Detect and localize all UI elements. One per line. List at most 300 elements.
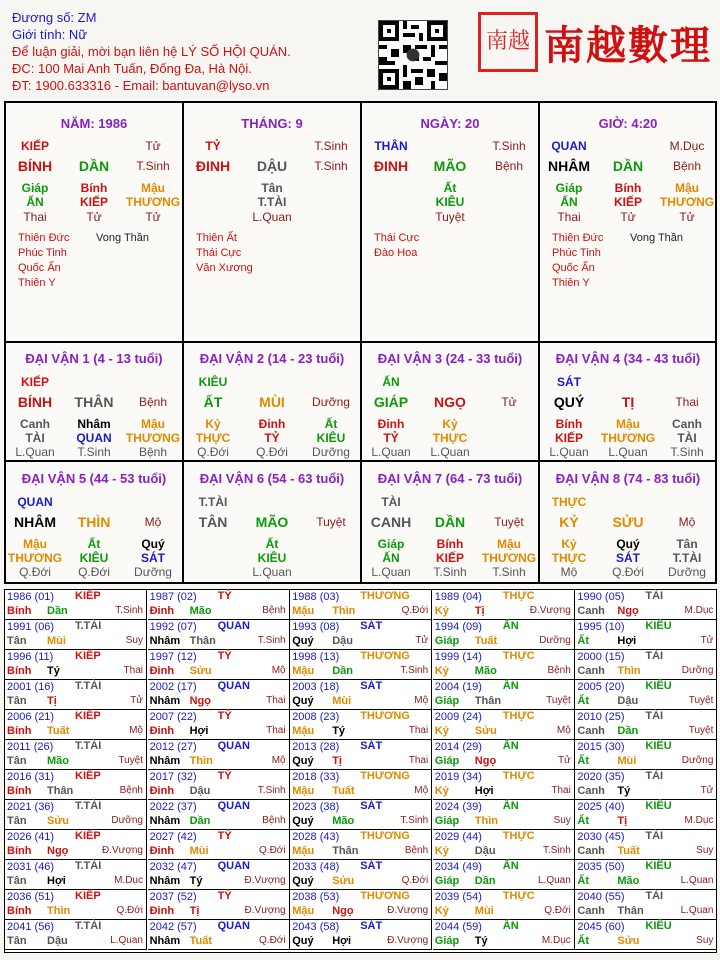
year-stem: Quý: [292, 935, 314, 947]
year-branch: Thìn: [474, 815, 499, 827]
year-cell: [5, 710, 147, 740]
year-cell: [290, 590, 432, 620]
year-god: KIẾP: [75, 590, 101, 602]
year-branch: Hợi: [189, 725, 209, 737]
hidden-god: [362, 195, 538, 209]
dv-branch: SỬU: [612, 514, 644, 530]
year-label: 2038 (53): [292, 891, 340, 903]
year-branch: Mão: [332, 815, 355, 827]
year-god: KIÊU: [645, 860, 672, 872]
pillar: [540, 113, 716, 339]
year-god: KIẾP: [75, 710, 101, 722]
year-cell: [433, 890, 575, 920]
year-stem: Ất: [577, 815, 589, 827]
dv-hidden-god-cell: KIÊU: [79, 551, 109, 565]
year-branch: Tý: [617, 785, 631, 797]
dv-hidden-life-cell: L.Quan: [371, 445, 411, 459]
day-stem: ĐINH: [195, 158, 231, 174]
stem-life-stage: T.Sinh: [314, 139, 348, 153]
year-god: T.TÀI: [75, 920, 102, 932]
year-stem: Ất: [577, 635, 589, 647]
star-item: Quốc Ấn: [552, 262, 595, 274]
dv-hidden-life-cell: Q.Đới: [612, 565, 644, 579]
year-branch: Mùi: [617, 755, 637, 767]
hidden-life: [362, 210, 538, 224]
dv-stem: QUÝ: [553, 394, 585, 410]
year-cell: [290, 800, 432, 830]
year-branch: Thân: [189, 635, 216, 647]
year-life: Tử: [130, 695, 143, 706]
year-label: 2008 (23): [292, 711, 340, 723]
year-life: T.Sinh: [257, 635, 286, 646]
dv-hidden-cell: Quý: [616, 537, 640, 551]
year-cell: [5, 830, 147, 860]
year-life: Dưỡng: [111, 815, 143, 826]
year-cell: [290, 860, 432, 890]
year-life: T.Sinh: [543, 845, 571, 856]
year-god: T.TÀI: [75, 680, 102, 692]
dv-stem: KỶ: [559, 514, 579, 530]
year-cell: [5, 770, 147, 800]
year-branch: Hợi: [47, 875, 66, 887]
year-label: 1996 (11): [7, 651, 54, 663]
year-god: TỶ: [217, 770, 232, 782]
year-life: Mộ: [129, 725, 143, 736]
year-god: THỰC: [502, 710, 535, 722]
stem-god: THÂN: [374, 139, 408, 153]
year-branch: Dần: [47, 605, 68, 617]
year-stem: Mậu: [292, 605, 315, 617]
year-label: 2034 (49): [434, 861, 482, 873]
year-life: Tử: [557, 755, 571, 766]
year-branch: Mùi: [47, 635, 66, 647]
star-item: Phúc Tinh: [18, 247, 67, 259]
hidden-god: [540, 195, 716, 209]
dai-van-cell: [6, 465, 182, 581]
pillar: [362, 113, 538, 339]
year-cell: [433, 650, 575, 680]
stem-god: TỶ: [205, 139, 221, 153]
dv-stem: NHÂM: [14, 514, 56, 530]
year-cell: [575, 680, 717, 710]
year-cell: [5, 590, 147, 620]
dv-hidden-god-cell: THỰC: [195, 431, 231, 445]
hidden-stem-cell: Mậu: [141, 181, 165, 195]
year-branch: Tị: [189, 905, 200, 917]
dai-van-cell: [184, 345, 360, 461]
pillar-title: NĂM: 1986: [60, 116, 128, 131]
year-branch: Tị: [332, 755, 342, 767]
year-life: Mộ: [271, 755, 286, 766]
dv-hidden-god-cell: TÀI: [677, 431, 697, 445]
year-label: 2028 (43): [292, 831, 340, 843]
year-label: 1987 (02): [149, 591, 197, 603]
dv-stem-branch: [540, 515, 716, 533]
dv-hidden-god-cell: KIÊU: [257, 551, 287, 565]
dv-hidden-cell: Canh: [20, 417, 50, 431]
year-stem: Bính: [7, 845, 32, 857]
dv-branch: THÌN: [77, 514, 111, 530]
year-branch: Dậu: [617, 695, 639, 707]
year-stem: Đinh: [149, 725, 175, 737]
year-cell: [575, 620, 717, 650]
year-label: 1993 (08): [292, 621, 340, 633]
year-label: 2020 (35): [577, 771, 625, 783]
pillar-title: GIỜ: 4:20: [598, 116, 658, 131]
dv-hidden-life: [184, 445, 360, 459]
year-god: TỶ: [217, 710, 232, 722]
day-stem: ĐINH: [373, 158, 409, 174]
year-life: Dưỡng: [681, 665, 714, 676]
year-cell: [575, 710, 717, 740]
dv-branch: THÂN: [74, 394, 114, 410]
year-label: 2012 (27): [149, 741, 197, 753]
year-label: 2000 (15): [577, 651, 625, 663]
year-label: 2002 (17): [149, 681, 197, 693]
year-branch: Dậu: [47, 935, 68, 947]
year-stem: Nhâm: [149, 935, 181, 947]
year-god: THỰC: [502, 770, 535, 782]
dv-stem-branch: [362, 515, 538, 533]
hidden-life-cell: L.Quan: [252, 210, 292, 224]
day-branch: DẦN: [78, 158, 110, 174]
stem-god-row: [6, 139, 182, 153]
year-god: TÀI: [645, 710, 664, 722]
dv-hidden-life-cell: L.Quan: [15, 445, 55, 459]
dv-hidden-cell: Quý: [141, 537, 165, 551]
dv-hidden-cell: Nhâm: [77, 417, 111, 431]
year-branch: Tị: [474, 605, 485, 617]
dv-hidden-god: [6, 551, 182, 565]
year-label: 2027 (42): [149, 831, 197, 843]
year-cell: [148, 800, 290, 830]
year-god: THỰC: [502, 890, 535, 902]
year-branch: Ngọ: [617, 605, 639, 617]
dv-hidden: [362, 537, 538, 551]
dv-stem: TÂN: [198, 514, 228, 530]
year-stem: Ất: [577, 755, 589, 767]
year-life: L.Quan: [110, 935, 143, 946]
year-life: Thai: [551, 785, 571, 796]
dv-hidden-life: [6, 445, 182, 459]
dv-hidden-cell: Đinh: [377, 417, 405, 431]
year-god: T.TÀI: [75, 740, 102, 752]
year-life: M.Dục: [684, 605, 714, 616]
hidden-life: [6, 210, 182, 224]
dv-hidden-life-cell: Dưỡng: [312, 445, 350, 459]
year-god: ẤN: [502, 740, 519, 752]
year-cell: [433, 620, 575, 650]
dv-stem: BÍNH: [17, 394, 53, 410]
year-god: QUAN: [217, 740, 250, 752]
year-life: L.Quan: [680, 875, 714, 886]
year-stem: Nhâm: [149, 695, 181, 707]
year-cell: [575, 800, 717, 830]
day-branch: DẦN: [612, 158, 644, 174]
year-life: Q.Đới: [116, 905, 143, 916]
year-life: Mộ: [271, 665, 286, 676]
dv-hidden-god-cell: ẤN: [382, 551, 400, 565]
hidden-stem: [362, 181, 538, 195]
stem-branch-row: [540, 159, 716, 177]
year-label: 2016 (31): [7, 771, 55, 783]
dv-god-row: [540, 495, 716, 509]
year-branch: Mão: [474, 665, 497, 677]
year-label: 2013 (28): [292, 741, 340, 753]
year-label: 2043 (58): [292, 921, 340, 933]
subject-name: Đương số: ZM: [12, 10, 97, 25]
star-item: Vong Thần: [96, 232, 150, 244]
year-god: THƯƠNG: [360, 890, 410, 902]
year-cell: [433, 680, 575, 710]
year-life: Dưỡng: [681, 755, 714, 766]
hidden-stem-cell: Ất: [443, 181, 457, 195]
year-branch: Tị: [617, 815, 628, 827]
dv-god-row: [362, 375, 538, 389]
dv-hidden-life-cell: Q.Đới: [197, 445, 229, 459]
pillar-title: NGÀY: 20: [420, 116, 480, 131]
year-cell: [148, 920, 290, 950]
year-god: THỰC: [502, 830, 535, 842]
year-stem: Giáp: [434, 935, 460, 947]
dv-stem-branch: [540, 395, 716, 413]
year-god: KIÊU: [645, 800, 672, 812]
hidden-stem: [184, 181, 360, 195]
year-cell: [290, 890, 432, 920]
stem-life-stage: T.Sinh: [492, 139, 526, 153]
dv-hidden-god-cell: KIẾP: [435, 551, 464, 565]
year-god: SÁT: [360, 800, 383, 812]
dv-hidden-cell: Bính: [436, 537, 464, 551]
year-label: 2009 (24): [434, 711, 482, 723]
dai-van-cell: [184, 465, 360, 581]
year-life: L.Quan: [680, 905, 714, 916]
year-life: Đ.Vượng: [244, 905, 286, 916]
stars-col-2: [96, 231, 149, 246]
year-label: 1999 (14): [434, 651, 482, 663]
year-label: 2007 (22): [149, 711, 197, 723]
year-branch: Tuất: [474, 635, 498, 647]
year-stem: Kỷ: [434, 905, 449, 917]
year-branch: Ngọ: [474, 755, 497, 767]
year-cell: [148, 680, 290, 710]
dv-hidden-cell: Mậu: [616, 417, 640, 431]
dv-god: ẤN: [382, 375, 400, 389]
year-branch: Thìn: [332, 605, 356, 617]
year-cell: [290, 830, 432, 860]
dv-god: THỰC: [551, 495, 587, 509]
year-branch: Tý: [189, 875, 203, 887]
year-life: Mộ: [556, 725, 571, 736]
year-stem: Bính: [7, 725, 32, 737]
hidden-stem: [540, 181, 716, 195]
dv-branch: NGỌ: [434, 394, 466, 410]
dai-van-cell: [6, 345, 182, 461]
year-life: L.Quan: [537, 875, 571, 886]
year-label: 1988 (03): [292, 591, 340, 603]
year-stem: Đinh: [149, 785, 175, 797]
hidden-life-cell: Tuyệt: [435, 210, 465, 224]
year-cell: [575, 830, 717, 860]
year-stem: Quý: [292, 695, 314, 707]
year-god: T.TÀI: [75, 860, 102, 872]
phone-email-line: ĐT: 1900.633316 - Email: bantuvan@lyso.vn: [12, 78, 270, 93]
year-cell: [433, 590, 575, 620]
year-stem: Giáp: [434, 815, 460, 827]
year-branch: Sửu: [189, 665, 212, 677]
dv-hidden-cell: Ất: [324, 417, 338, 431]
stem-god: KIẾP: [20, 139, 49, 153]
dv-branch: MÃO: [255, 514, 289, 530]
stem-god-row: [540, 139, 716, 153]
dv-stem-branch: [6, 515, 182, 533]
year-cell: [290, 770, 432, 800]
year-cell: [148, 620, 290, 650]
star-item: Thiên Y: [18, 277, 56, 289]
year-cell: [575, 650, 717, 680]
dai-van-title: ĐẠI VẬN 1 (4 - 13 tuổi): [25, 351, 163, 366]
hidden-stem-cell: Giáp: [555, 181, 583, 195]
year-life: T.Sinh: [115, 605, 143, 616]
year-god: QUAN: [217, 680, 250, 692]
year-cell: [433, 710, 575, 740]
year-life: M.Dục: [114, 875, 143, 886]
dv-hidden-cell: Tân: [676, 537, 698, 551]
year-life: Dưỡng: [539, 635, 571, 646]
year-stem: Nhâm: [149, 875, 181, 887]
year-cell: [148, 860, 290, 890]
year-cell: [433, 830, 575, 860]
year-god: TÀI: [645, 890, 664, 902]
year-label: 1994 (09): [434, 621, 482, 633]
dv-hidden-cell: Ất: [265, 537, 279, 551]
dv-god: KIẾP: [20, 375, 49, 389]
gender: Giới tính: Nữ: [12, 27, 88, 42]
dv-hidden-life: [540, 445, 716, 459]
star-item: Đào Hoa: [374, 247, 418, 259]
year-branch: Mão: [189, 605, 212, 617]
year-label: 2029 (44): [434, 831, 482, 843]
year-cell: [433, 770, 575, 800]
star-item: Văn Xương: [196, 262, 253, 274]
year-branch: Sửu: [332, 875, 355, 887]
year-label: 2014 (29): [434, 741, 482, 753]
dv-hidden-god-cell: SÁT: [616, 551, 640, 565]
pillar: [184, 113, 360, 339]
stars-col: [18, 231, 69, 291]
stem-branch-row: [6, 159, 182, 177]
stars-col: [196, 231, 253, 276]
year-life: Mộ: [414, 785, 429, 796]
year-life: Suy: [553, 815, 571, 826]
dv-hidden: [540, 537, 716, 551]
year-life: Q.Đới: [401, 605, 429, 616]
star-item: Thiên Y: [552, 277, 590, 289]
year-god: KIÊU: [645, 680, 672, 692]
dv-hidden-life: [540, 565, 716, 579]
year-life: Tử: [700, 785, 714, 796]
year-branch: Mão: [47, 755, 69, 767]
year-cell: [148, 830, 290, 860]
star-item: Thiên Đức: [18, 232, 70, 244]
year-stem: Bính: [7, 605, 32, 617]
pillars-panel: [4, 101, 717, 584]
year-god: THƯƠNG: [360, 770, 410, 782]
dv-branch: TỊ: [621, 394, 635, 410]
year-god: THƯƠNG: [360, 830, 410, 842]
year-branch: Tuất: [617, 845, 640, 857]
dv-stem: CANH: [370, 514, 412, 530]
year-branch: Dần: [474, 875, 496, 887]
year-life: T.Sinh: [400, 815, 429, 826]
hidden-god: [6, 195, 182, 209]
dv-hidden-cell: Kỷ: [205, 417, 221, 431]
year-cell: [5, 740, 147, 770]
year-cell: [5, 650, 147, 680]
hidden-stem-cell: Bính: [614, 181, 642, 195]
year-stem: Quý: [292, 875, 314, 887]
year-label: 1992 (07): [149, 621, 197, 633]
dv-hidden: [362, 417, 538, 431]
year-god: KIẾP: [75, 890, 101, 902]
year-life: Q.Đới: [401, 875, 429, 886]
year-branch: Mùi: [474, 905, 494, 917]
year-life: Suy: [125, 635, 143, 646]
year-life: Bệnh: [119, 785, 143, 796]
year-cell: [433, 920, 575, 950]
year-stem: Tân: [7, 875, 27, 887]
year-stem: Giáp: [434, 635, 460, 647]
year-life: Tuyệt: [688, 725, 714, 736]
dv-hidden-life-cell: L.Quan: [371, 565, 411, 579]
pillar: [6, 113, 182, 339]
year-cell: [433, 800, 575, 830]
hidden-god-cell: KIẾP: [613, 195, 642, 209]
year-label: 2025 (40): [577, 801, 625, 813]
hidden-god-cell: ẤN: [560, 195, 578, 209]
year-label: 2036 (51): [7, 891, 55, 903]
hidden-life: [540, 210, 716, 224]
year-stem: Ất: [577, 875, 589, 887]
dv-life: Tuyệt: [494, 515, 524, 529]
year-label: 2003 (18): [292, 681, 340, 693]
year-god: QUAN: [217, 920, 250, 932]
year-stem: Kỷ: [434, 665, 449, 677]
year-label: 2039 (54): [434, 891, 482, 903]
year-life: Thai: [408, 725, 429, 736]
year-cell: [5, 680, 147, 710]
dv-branch: MÙI: [259, 394, 285, 410]
hidden-god-cell: KIẾP: [79, 195, 108, 209]
dv-hidden-life-cell: T.Sinh: [670, 445, 704, 459]
dv-life: Mộ: [678, 515, 696, 529]
dv-hidden-cell: Mậu: [497, 537, 521, 551]
year-life: Mộ: [414, 695, 429, 706]
dai-van-title: ĐẠI VẬN 3 (24 - 33 tuổi): [377, 351, 523, 366]
dv-hidden-cell: Kỷ: [561, 537, 577, 551]
dv-life: Dưỡng: [312, 395, 350, 409]
hidden-stem-cell: Bính: [80, 181, 108, 195]
year-label: 2044 (59): [434, 921, 482, 933]
hidden-stem-cell: Giáp: [21, 181, 49, 195]
dv-hidden-god-cell: TÀI: [25, 431, 45, 445]
year-label: 2021 (36): [7, 801, 55, 813]
year-life: Q.Đới: [544, 905, 571, 916]
year-label: 1986 (01): [7, 591, 55, 603]
hidden-life-cell: Tử: [620, 210, 636, 224]
year-god: TÀI: [645, 770, 664, 782]
year-stem: Đinh: [149, 845, 175, 857]
